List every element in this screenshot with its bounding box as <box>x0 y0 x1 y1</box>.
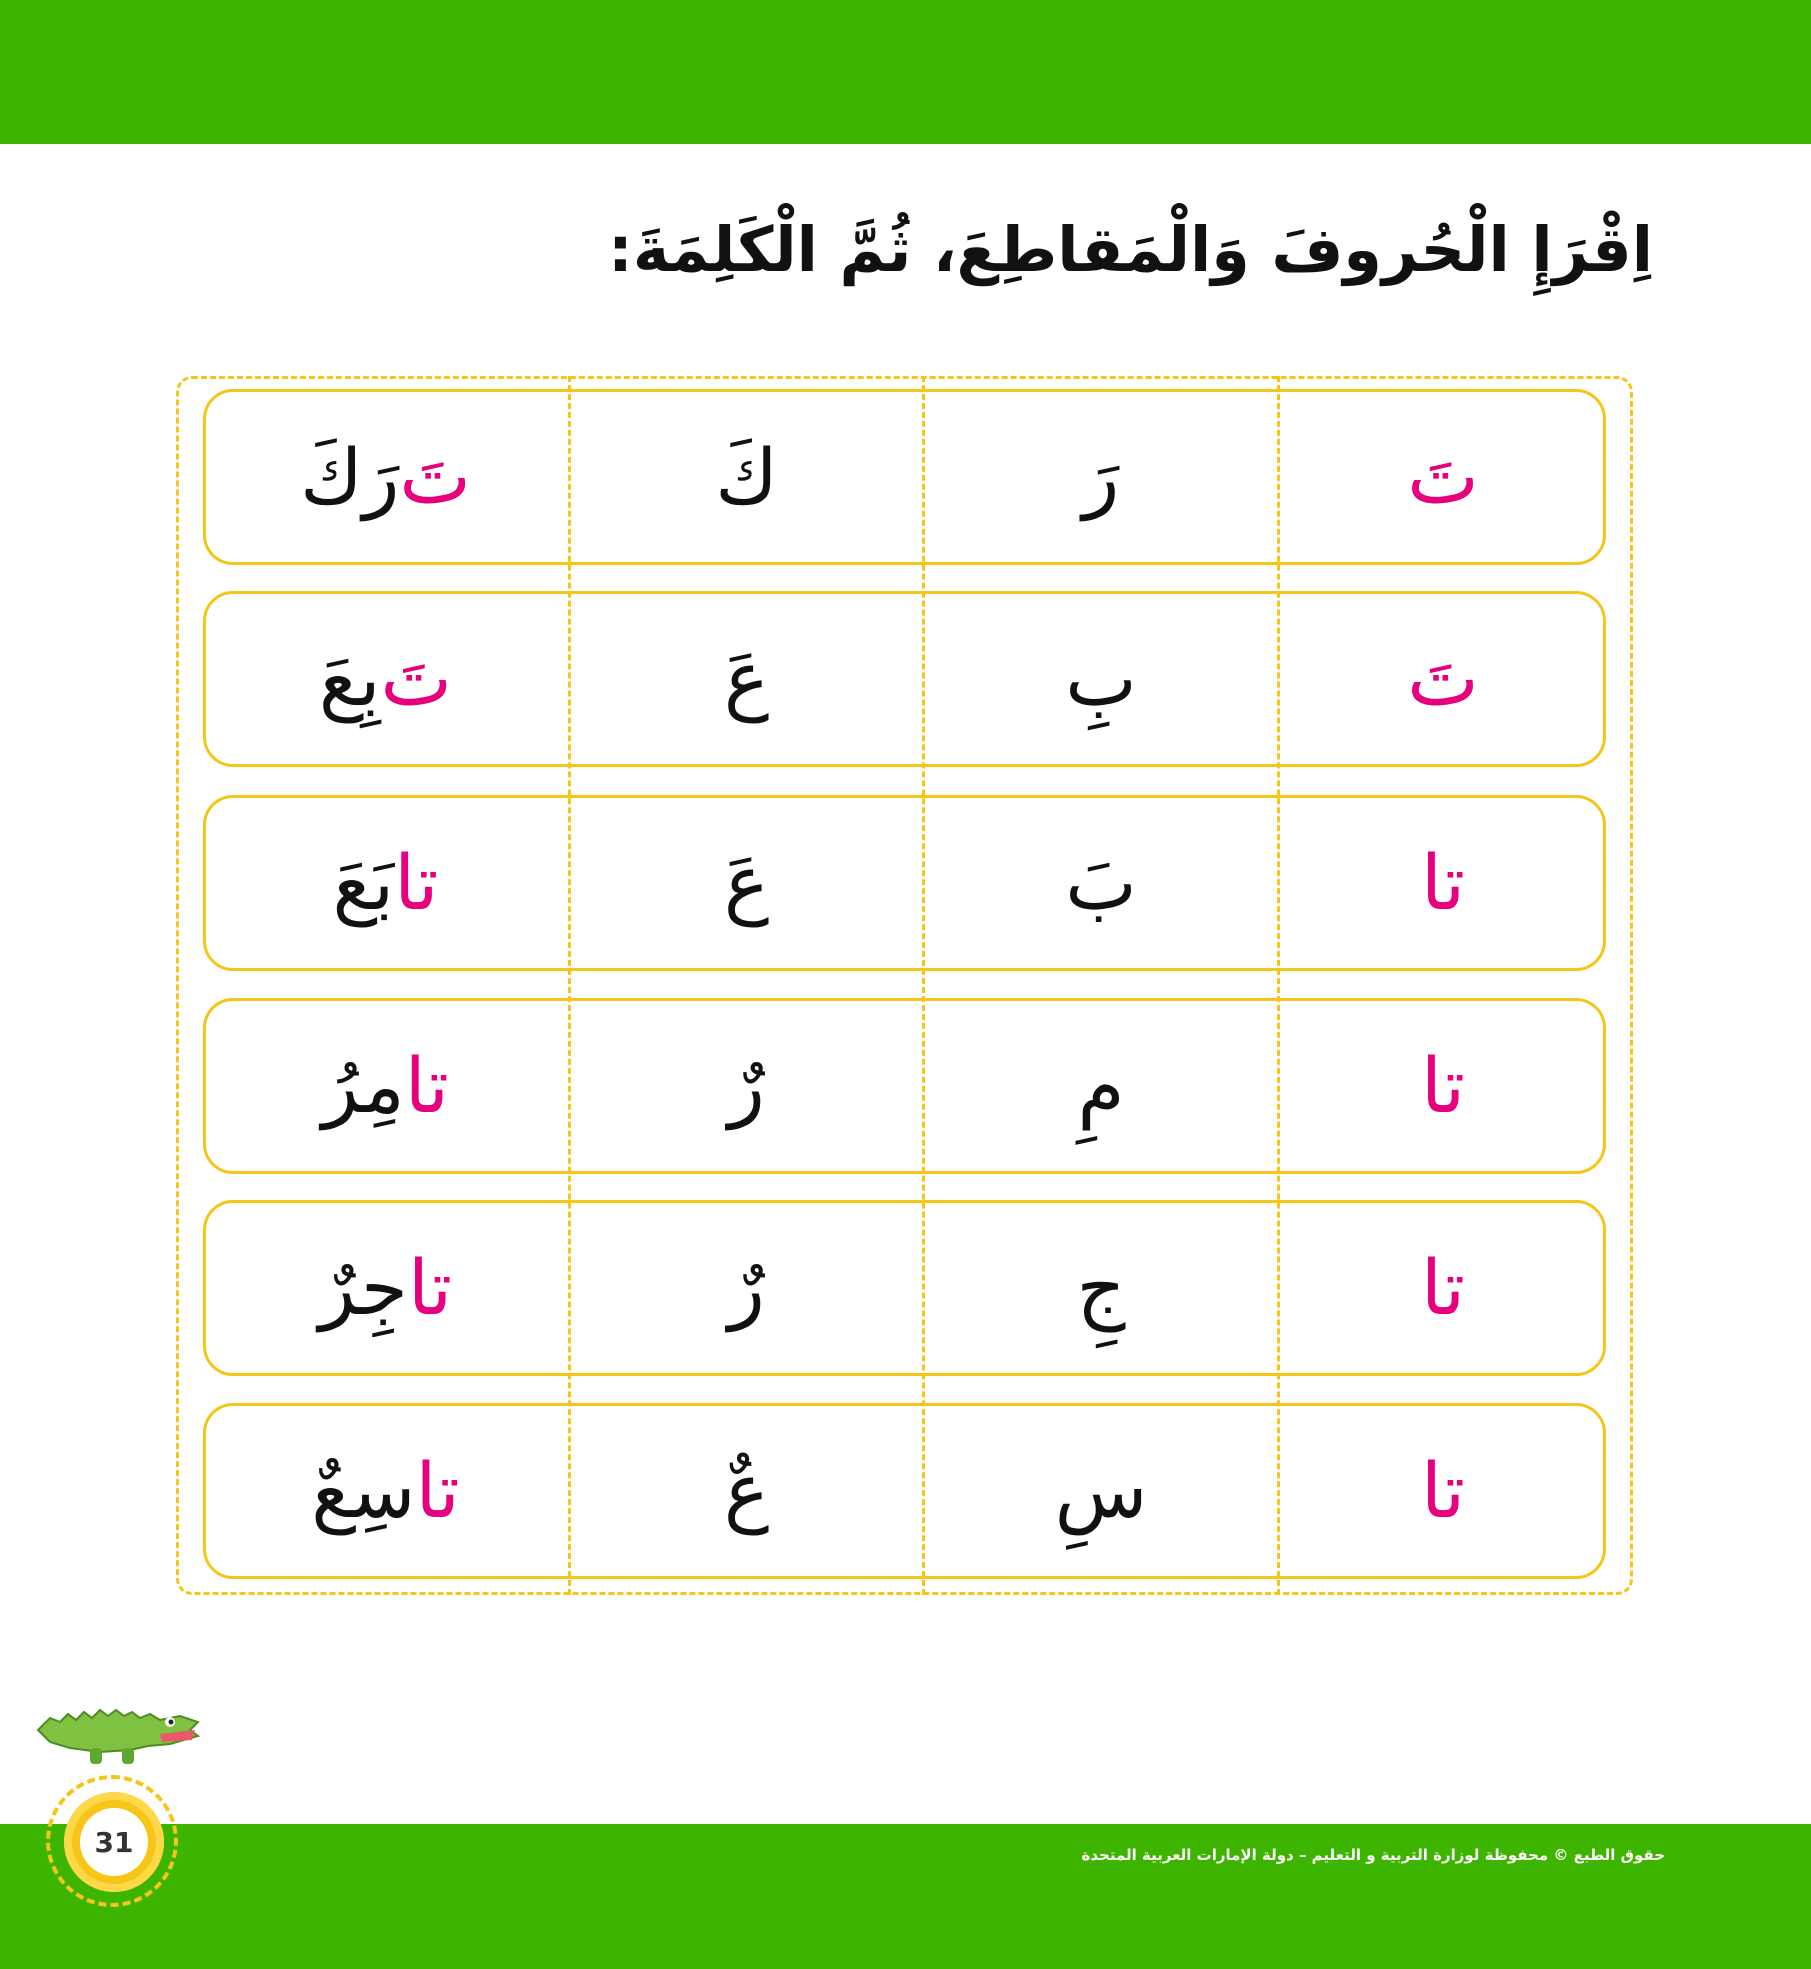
syllable-cell: عٌ <box>723 1446 770 1535</box>
crocodile-icon <box>30 1700 205 1780</box>
word-cell <box>203 1200 568 1376</box>
letter-cell <box>1280 998 1606 1174</box>
word-highlight: تا <box>404 1041 449 1130</box>
syllable-cell: رٌ <box>728 1041 765 1130</box>
word-rest: مِرُ <box>322 1041 405 1130</box>
syllable-cell: عَ <box>723 634 770 723</box>
letter-cell <box>1280 591 1606 767</box>
syllable-cell: مِ <box>1077 1041 1125 1130</box>
copyright-notice: حقوق الطبع © محفوظة لوزارة التربية و التعليم – دولة الإمارات العربية المتحدة <box>1081 1846 1665 1864</box>
word-highlight: تَ <box>380 634 453 723</box>
syllable-cell: بِ <box>1065 634 1137 723</box>
instruction-heading: اِقْرَإِ الْحُروفَ وَالْمَقاطِعَ، ثُمَّ الْكَلِمَةَ: <box>608 213 1653 286</box>
syllable-cell: سِ <box>1054 1446 1148 1535</box>
letter-cell <box>1280 389 1606 565</box>
syllable-cell: عَ <box>723 838 770 927</box>
syllable-cell: بَ <box>1065 838 1137 927</box>
top-green-band <box>0 0 1811 144</box>
letter-cell <box>1280 1200 1606 1376</box>
syllable-cell: رَ <box>1082 432 1120 521</box>
word-rest: سِعٌ <box>311 1446 416 1535</box>
word-rest: رَكَ <box>300 432 400 521</box>
word-highlight: تا <box>407 1243 453 1332</box>
letter-text: تا <box>1420 1446 1466 1535</box>
letter-text: تا <box>1420 838 1466 927</box>
letter-cell <box>1280 795 1606 971</box>
letter-text: تَ <box>1407 634 1479 723</box>
page-number: 31 <box>80 1808 148 1876</box>
word-cell <box>203 591 568 767</box>
word-highlight: تا <box>394 838 439 927</box>
letter-cell <box>1280 1403 1606 1579</box>
syllable-cell: رٌ <box>728 1243 765 1332</box>
syllable-cell: جِ <box>1076 1243 1126 1332</box>
word-cell <box>203 1403 568 1579</box>
letter-text: تا <box>1420 1041 1466 1130</box>
word-cell <box>203 389 568 565</box>
word-cell <box>203 998 568 1174</box>
letter-text: تا <box>1420 1243 1466 1332</box>
word-cell <box>203 795 568 971</box>
word-rest: جِرٌ <box>318 1243 408 1332</box>
word-rest: بِعَ <box>318 634 381 723</box>
letter-text: تَ <box>1407 432 1479 521</box>
word-highlight: تَ <box>399 432 471 521</box>
word-highlight: تا <box>415 1446 460 1535</box>
syllable-cell: كَ <box>715 432 778 521</box>
word-rest: بَعَ <box>332 838 395 927</box>
